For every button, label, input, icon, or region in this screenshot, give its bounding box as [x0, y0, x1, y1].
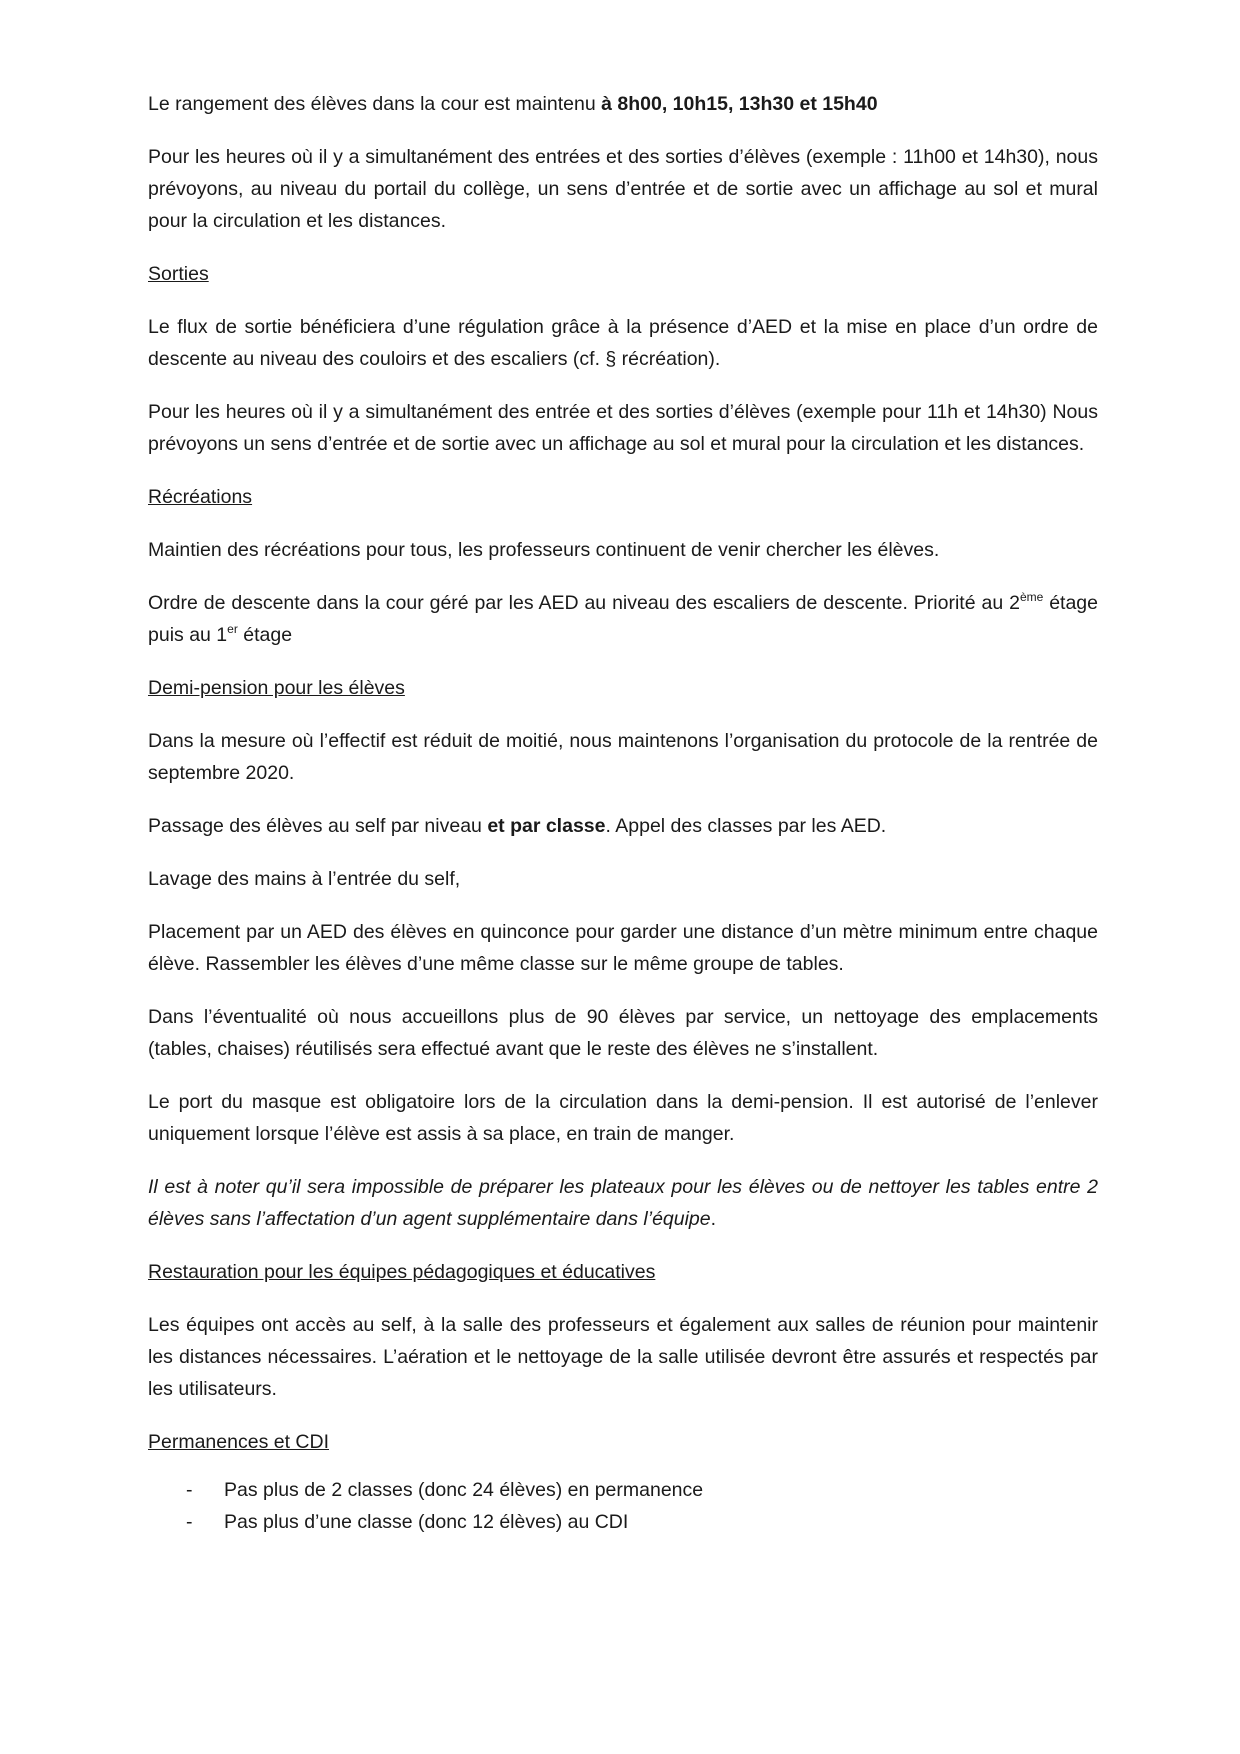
paragraph-note-plateaux	[148, 1171, 1098, 1235]
list-item	[148, 1474, 1098, 1506]
heading-demi-pension: Demi-pension pour les élèves	[148, 677, 405, 699]
passage-self-text-a: Passage des élèves au self par niveau	[148, 815, 488, 837]
list-item	[148, 1506, 1098, 1538]
ordre-descente-sup-eme: ème	[1019, 590, 1044, 604]
paragraph-placement-quinconce: Placement par un AED des élèves en quinconce pour garder une distance d’un mètre minimum entre chaque élève. Rassembler les élèves d’une même classe sur le même groupe de tables.	[148, 921, 1098, 975]
list-permanences	[148, 1474, 1098, 1538]
list-item-text: Pas plus de 2 classes (donc 24 élèves) en permanence	[224, 1479, 704, 1501]
list-item-text: Pas plus d’une classe (donc 12 élèves) au CDI	[224, 1511, 629, 1533]
note-plateaux-end: .	[710, 1208, 717, 1230]
paragraph-maintien-recreations: Maintien des récréations pour tous, les professeurs continuent de venir chercher les élèves.	[148, 539, 940, 561]
paragraph-acces-self: Les équipes ont accès au self, à la salle des professeurs et également aux salles de réunion pour maintenir les distances nécessaires. L’aération et le nettoyage de la salle utilisée devront être assurés et respectés par les utilisateurs.	[148, 1314, 1098, 1400]
document-page	[148, 88, 1098, 1538]
paragraph-flux-sortie: Le flux de sortie bénéficiera d’une régulation grâce à la présence d’AED et la mise en place d’un ordre de descente au niveau des couloirs et des escaliers (cf. § récréation).	[148, 316, 1098, 370]
heading-sorties: Sorties	[148, 263, 209, 285]
paragraph-rangement	[148, 88, 1098, 120]
ordre-descente-text-c: étage	[237, 624, 293, 646]
heading-restauration-equipes: Restauration pour les équipes pédagogiques et éducatives	[148, 1261, 656, 1283]
ordre-descente-sup-er: er	[227, 622, 238, 636]
heading-permanences-cdi: Permanences et CDI	[148, 1431, 329, 1453]
rangement-times: à 8h00, 10h15, 13h30 et 15h40	[601, 93, 878, 115]
heading-recreations: Récréations	[148, 486, 253, 508]
paragraph-nettoyage-emplacements: Dans l’éventualité où nous accueillons plus de 90 élèves par service, un nettoyage des emplacements (tables, chaises) réutilisés sera effectué avant que le reste des élèves ne s’installent.	[148, 1006, 1098, 1060]
paragraph-passage-self	[148, 810, 1098, 842]
paragraph-effectif-reduit: Dans la mesure où l’effectif est réduit de moitié, nous maintenons l’organisation du protocole de la rentrée de septembre 2020.	[148, 730, 1098, 784]
passage-self-text-b: . Appel des classes par les AED.	[605, 815, 887, 837]
ordre-descente-text-b: étage puis au 1	[148, 592, 1099, 646]
paragraph-heures-simultanees: Pour les heures où il y a simultanément des entrée et des sorties d’élèves (exemple pour 11h et 14h30) Nous prévoyons un sens d’entrée et de sortie avec un affichage au sol et mural pour la circulation et les distances.	[148, 401, 1098, 455]
paragraph-lavage-mains: Lavage des mains à l’entrée du self,	[148, 868, 461, 890]
ordre-descente-text-a: Ordre de descente dans la cour géré par les AED au niveau des escaliers de descente. Priorité au 2	[148, 592, 1020, 614]
dash-bullet: -	[186, 1479, 193, 1501]
paragraph-ordre-descente	[148, 587, 1098, 651]
rangement-text: Le rangement des élèves dans la cour est maintenu	[148, 93, 602, 115]
note-plateaux-italic: Il est à noter qu’il sera impossible de préparer les plateaux pour les élèves ou de nettoyer les tables entre 2 élèves sans l’affectation d’un agent supplémentaire dans l’équipe	[148, 1176, 1098, 1230]
paragraph-entrees-sorties: Pour les heures où il y a simultanément des entrées et des sorties d’élèves (exemple : 11h00 et 14h30), nous prévoyons, au niveau du portail du collège, un sens d’entrée et de sortie avec un affichage au sol et mural pour la circulation et les distances.	[148, 146, 1098, 232]
dash-bullet: -	[186, 1511, 193, 1533]
passage-self-bold: et par classe	[487, 815, 606, 837]
paragraph-port-masque: Le port du masque est obligatoire lors de la circulation dans la demi-pension. Il est autorisé de l’enlever uniquement lorsque l’élève est assis à sa place, en train de manger.	[148, 1091, 1098, 1145]
